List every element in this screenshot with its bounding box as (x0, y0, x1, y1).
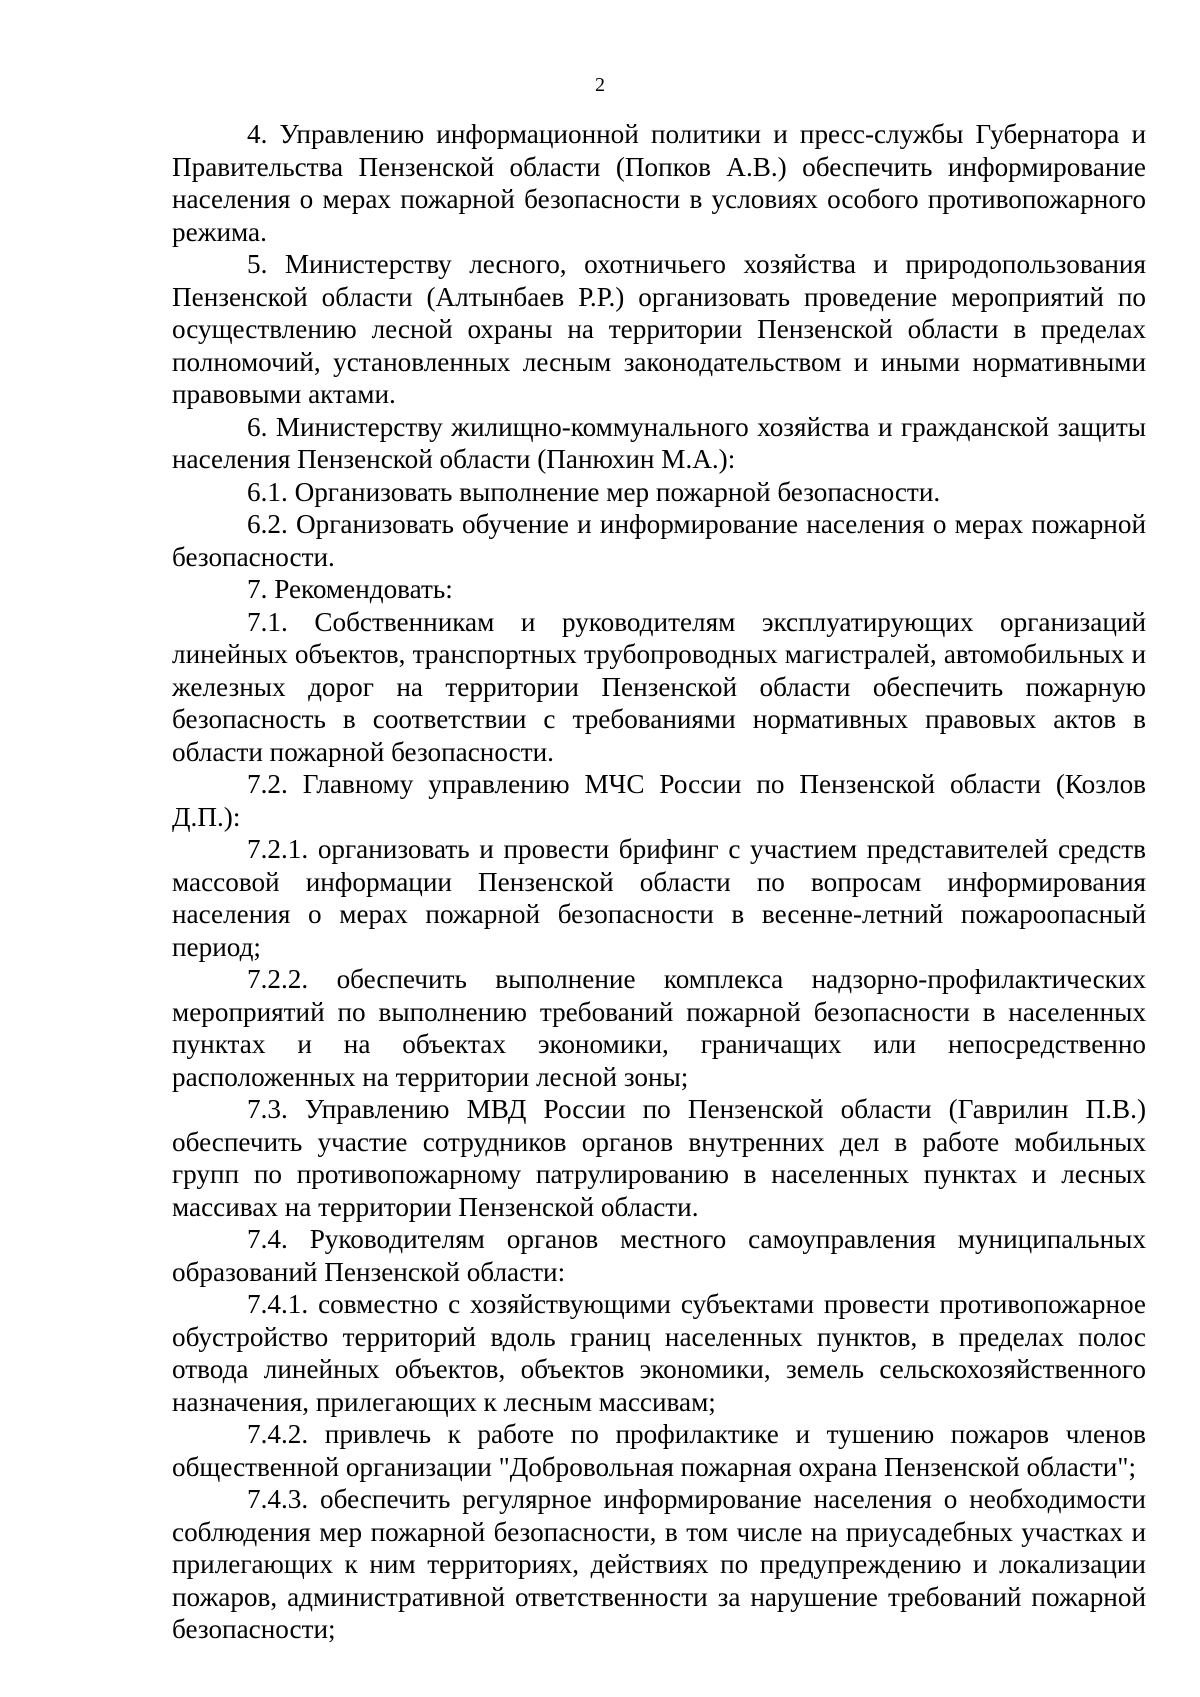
paragraph-7-4: 7.4. Руководителям органов местного самоуправления муниципальных образований Пензенской области: (172, 1224, 1146, 1287)
paragraph-7-1: 7.1. Собственникам и руководителям эксплуатирующих организаций линейных объектов, транспортных трубопроводных магистралей, автомобильных и железных дорог на территории Пензенской области обеспечить пожарную безопасность в соответствии с требованиями нормативных правовых актов в области пожарной безопасности. (172, 606, 1146, 767)
paragraph-6: 6. Министерству жилищно-коммунального хозяйства и гражданской защиты населения Пензенской области (Панюхин М.А.): (172, 411, 1146, 474)
paragraph-5: 5. Министерству лесного, охотничьего хозяйства и природопользования Пензенской области (Алтынбаев Р.Р.) организовать проведение мероприятий по осуществлению лесной охраны на территории Пензенской области в пределах полномочий, установленных лесным законодательством и иными нормативными правовыми актами. (172, 249, 1146, 409)
paragraph-7-4-3: 7.4.3. обеспечить регулярное информирование населения о необходимости соблюдения мер пожарной безопасности, в том числе на приусадебных участках и прилегающих к ним территориях, действиях по предупреждению и локализации пожаров, административной ответственности за нарушение требований пожарной безопасности; (172, 1484, 1146, 1644)
paragraph-7-4-2: 7.4.2. привлечь к работе по профилактике и тушению пожаров членов общественной организации "Добровольная пожарная охрана Пензенской области"; (172, 1419, 1146, 1482)
paragraph-7-3: 7.3. Управлению МВД России по Пензенской области (Гаврилин П.В.) обеспечить участие сотрудников органов внутренних дел в работе мобильных групп по противопожарному патрулированию в населенных пунктах и лесных массивах на территории Пензенской области. (172, 1094, 1146, 1222)
paragraph-6-1: 6.1. Организовать выполнение мер пожарной безопасности. (247, 476, 941, 507)
paragraph-7-2: 7.2. Главному управлению МЧС России по Пензенской области (Козлов Д.П.): (172, 769, 1146, 832)
paragraph-6-2: 6.2. Организовать обучение и информирование населения о мерах пожарной безопасности. (172, 509, 1146, 572)
paragraph-7: 7. Рекомендовать: (247, 574, 453, 604)
paragraph-7-2-1: 7.2.1. организовать и провести брифинг с участием представителей средств массовой информации Пензенской области по вопросам информирования населения о мерах пожарной безопасности в весенне-летний пожароопасный период; (172, 834, 1146, 962)
paragraph-4: 4. Управлению информационной политики и пресс-службы Губернатора и Правительства Пензенской области (Попков А.В.) обеспечить информирование населения о мерах пожарной безопасности в условиях особого противопожарного режима. (172, 119, 1146, 247)
paragraph-7-2-2: 7.2.2. обеспечить выполнение комплекса надзорно-профилактических мероприятий по выполнению требований пожарной безопасности в населенных пунктах и на объектах экономики, граничащих или непосредственно расположенных на территории лесной зоны; (172, 964, 1146, 1092)
paragraph-7-4-1: 7.4.1. совместно с хозяйствующими субъектами провести противопожарное обустройство территорий вдоль границ населенных пунктов, в пределах полос отвода линейных объектов, объектов экономики, земель сельскохозяйственного назначения, прилегающих к лесным массивам; (172, 1289, 1146, 1417)
page-number: 2 (595, 74, 605, 96)
document-body (172, 118, 1146, 1646)
